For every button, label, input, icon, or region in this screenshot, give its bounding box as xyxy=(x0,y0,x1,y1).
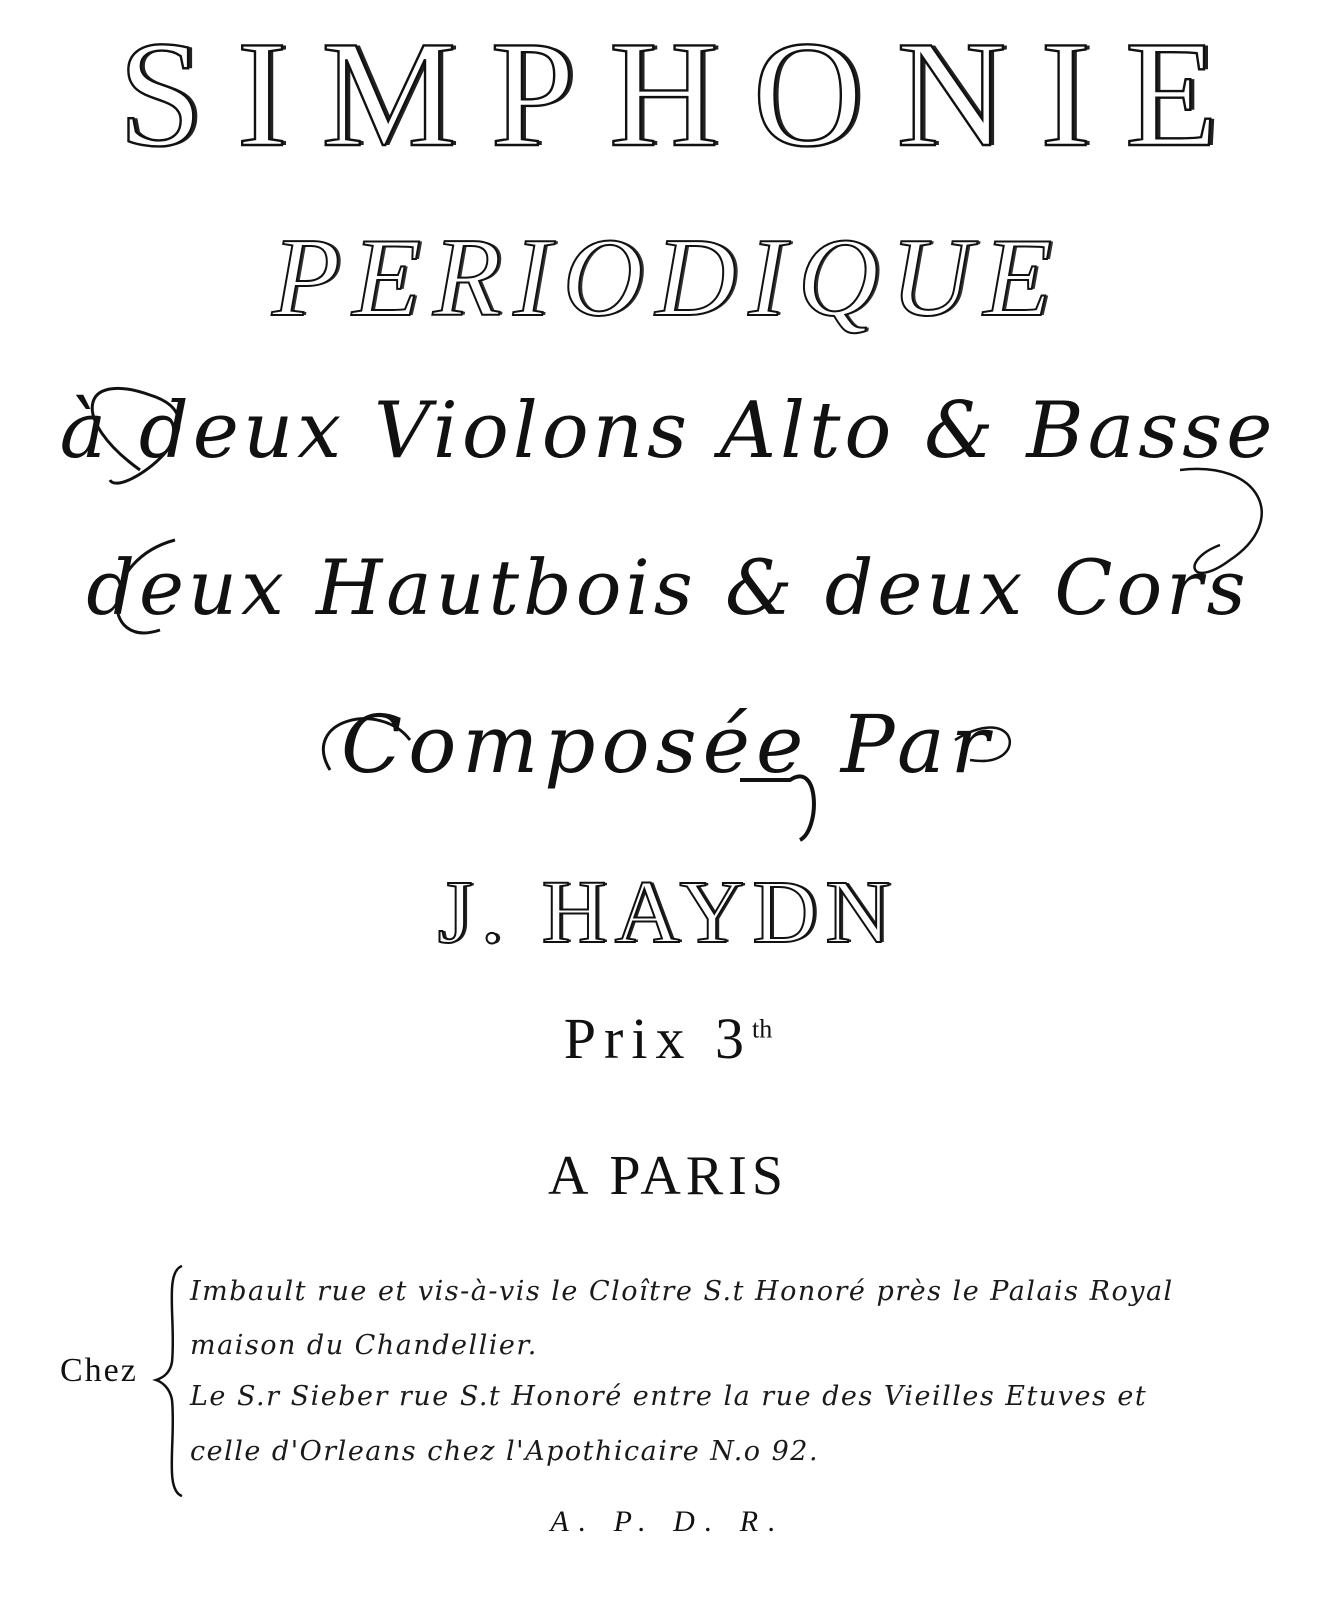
publisher-label: Chez xyxy=(60,1352,138,1389)
composed-by: Composée Par xyxy=(341,698,995,791)
price-text: Prix 3 xyxy=(563,1006,752,1071)
address-line-1: Imbault rue et vis-à-vis le Cloître S.t Honoré près le Palais Royal xyxy=(190,1276,1174,1307)
title: SIMPHONIE xyxy=(118,10,1252,178)
subtitle: PERIODIQUE xyxy=(272,216,1064,340)
city: A PARIS xyxy=(548,1145,788,1207)
address-line-4: celle d'Orleans chez l'Apothicaire N.o 92. xyxy=(190,1436,820,1467)
price-unit: th xyxy=(751,1014,773,1044)
instrumentation-line-1: à deux Violons Alto & Basse xyxy=(59,386,1277,476)
privilege-mark: A. P. D. R. xyxy=(550,1505,786,1538)
composer-name: J. HAYDN xyxy=(437,863,899,962)
curly-brace xyxy=(152,1262,192,1500)
price xyxy=(0,1006,1336,1071)
instrumentation-line-2: deux Hautbois & deux Cors xyxy=(86,543,1250,632)
address-line-3: Le S.r Sieber rue S.t Honoré entre la rue des Vieilles Etuves et xyxy=(190,1381,1148,1412)
address-line-2: maison du Chandellier. xyxy=(190,1330,538,1361)
